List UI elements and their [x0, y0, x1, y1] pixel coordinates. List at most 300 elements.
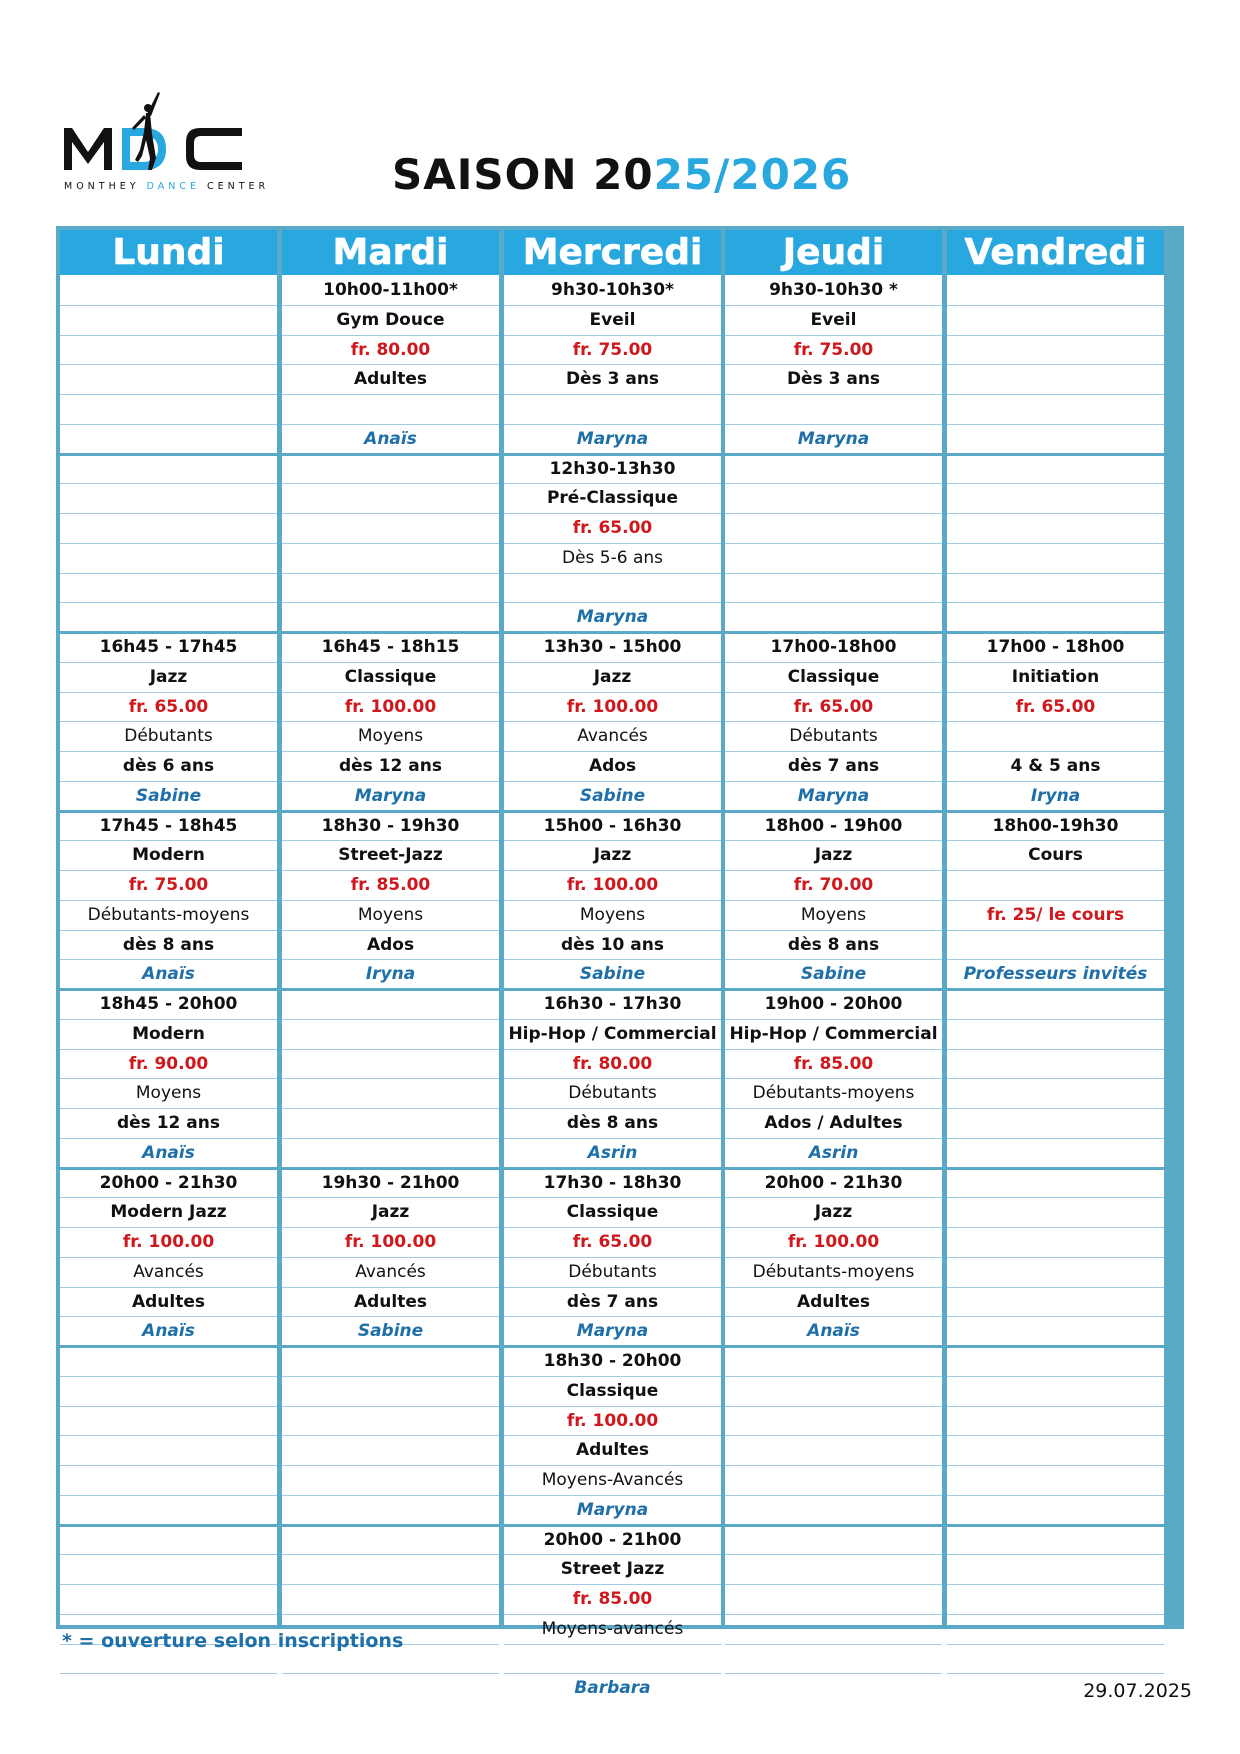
class-time: 17h00-18h00: [770, 637, 897, 657]
class-price: fr. 100.00: [566, 1410, 659, 1431]
footnote: * = ouverture selon inscriptions: [62, 1630, 404, 1652]
row-divider: [60, 692, 277, 693]
day-header: Mercredi: [504, 230, 721, 275]
title-black: SAISON 20: [392, 150, 654, 199]
class-teacher: Anaïs: [142, 1321, 195, 1342]
class-course: [60, 1555, 277, 1584]
slot-divider: [504, 1345, 721, 1348]
class-teacher: [60, 603, 277, 632]
row-divider: [725, 1435, 942, 1436]
row-divider: [947, 721, 1164, 722]
class-age: dès 12 ans: [116, 1113, 220, 1133]
class-time: [947, 455, 1164, 484]
class-time: [947, 990, 1164, 1019]
slot-divider: [282, 453, 499, 456]
class-time: 10h00-11h00*: [323, 280, 458, 300]
row-divider: [282, 751, 499, 752]
class-time: 13h30 - 15h00: [543, 637, 682, 657]
row-divider: [60, 394, 277, 395]
row-divider: [725, 662, 942, 663]
class-price: fr. 75.00: [128, 875, 209, 895]
class-teacher: Barbara: [574, 1678, 651, 1699]
class-price: fr. 65.00: [572, 518, 653, 538]
class-level: Dès 5-6 ans: [561, 547, 664, 568]
class-course: Hip-Hop / Commercial: [508, 1023, 717, 1044]
class-time: [282, 455, 499, 484]
class-teacher: [60, 1674, 277, 1703]
class-level: Moyens: [579, 904, 646, 925]
row-divider: [947, 424, 1164, 425]
class-level: Adultes: [353, 369, 428, 390]
class-price: [282, 1585, 499, 1614]
row-divider: [504, 483, 721, 484]
row-divider: [504, 1614, 721, 1615]
row-divider: [60, 1227, 277, 1228]
class-level: [725, 1615, 942, 1644]
class-price: fr. 65.00: [572, 1232, 653, 1252]
row-divider: [725, 1673, 942, 1674]
row-divider: [504, 543, 721, 544]
class-age: Ados / Adultes: [764, 1113, 903, 1133]
row-divider: [725, 1584, 942, 1585]
class-course: [282, 1020, 499, 1049]
row-divider: [282, 1138, 499, 1139]
class-course: [947, 484, 1164, 513]
row-divider: [504, 1138, 721, 1139]
class-time: [947, 1347, 1164, 1376]
class-course: Classique: [344, 666, 437, 687]
row-divider: [725, 840, 942, 841]
class-price: fr. 100.00: [566, 696, 659, 717]
row-divider: [947, 1614, 1164, 1615]
row-divider: [60, 900, 277, 901]
class-age: [282, 1466, 499, 1495]
row-divider: [947, 364, 1164, 365]
row-divider: [947, 305, 1164, 306]
row-divider: [282, 424, 499, 425]
class-course: [947, 1377, 1164, 1406]
class-level: [282, 544, 499, 573]
class-time: [60, 1347, 277, 1376]
class-teacher: Iryna: [1030, 785, 1081, 806]
class-age: dès 8 ans: [566, 1113, 659, 1133]
class-time: [947, 276, 1164, 305]
row-divider: [947, 781, 1164, 782]
row-divider: [504, 1584, 721, 1585]
row-divider: [504, 840, 721, 841]
row-divider: [60, 930, 277, 931]
row-divider: [282, 1584, 499, 1585]
slot-divider: [725, 988, 942, 991]
row-divider: [947, 900, 1164, 901]
class-age: [504, 574, 721, 603]
class-course: [282, 484, 499, 513]
class-course: Pré-Classique: [546, 488, 679, 509]
class-teacher: Sabine: [357, 1321, 424, 1342]
class-time: 17h45 - 18h45: [99, 815, 238, 836]
class-course: [947, 1020, 1164, 1049]
class-time: 18h00 - 19h00: [764, 815, 903, 836]
slot-divider: [725, 810, 942, 813]
class-price: [282, 1407, 499, 1436]
slot-divider: [60, 453, 277, 456]
row-divider: [282, 513, 499, 514]
class-teacher: Maryna: [354, 785, 427, 806]
row-divider: [947, 870, 1164, 871]
class-course: [60, 1377, 277, 1406]
class-teacher: Professeurs invités: [963, 964, 1148, 985]
slot-divider: [504, 988, 721, 991]
class-age: [947, 395, 1164, 424]
row-divider: [947, 1435, 1164, 1436]
row-divider: [60, 781, 277, 782]
row-divider: [725, 1406, 942, 1407]
class-level: [282, 1436, 499, 1465]
class-level: Débutants: [789, 726, 878, 747]
row-divider: [60, 1049, 277, 1050]
row-divider: [947, 543, 1164, 544]
row-divider: [60, 483, 277, 484]
class-time: 18h30 - 19h30: [321, 815, 460, 836]
class-time: [947, 1526, 1164, 1555]
class-age: [282, 1109, 499, 1138]
row-divider: [947, 930, 1164, 931]
slot-divider: [504, 453, 721, 456]
class-price: fr. 100.00: [122, 1232, 215, 1252]
class-price: fr. 100.00: [344, 1232, 437, 1252]
row-divider: [60, 1584, 277, 1585]
day-column-vendredi: [947, 230, 1164, 1625]
class-age: dès 8 ans: [787, 934, 880, 955]
day-header: Jeudi: [725, 230, 942, 275]
row-divider: [60, 1554, 277, 1555]
class-age: Ados: [366, 934, 415, 955]
slot-divider: [947, 988, 1164, 991]
class-teacher: [60, 1496, 277, 1525]
row-divider: [282, 543, 499, 544]
class-level: Débutants-moyens: [752, 1261, 915, 1282]
class-level: fr. 25/ le cours: [986, 904, 1125, 925]
slot-divider: [725, 1345, 942, 1348]
row-divider: [60, 870, 277, 871]
row-divider: [282, 1376, 499, 1377]
class-teacher: Maryna: [576, 1321, 649, 1342]
row-divider: [725, 513, 942, 514]
row-divider: [282, 840, 499, 841]
class-level: Adultes: [575, 1440, 650, 1461]
class-age: [725, 574, 942, 603]
slot-divider: [947, 1345, 1164, 1348]
row-divider: [725, 751, 942, 752]
row-divider: [947, 1138, 1164, 1139]
class-level: [947, 722, 1164, 751]
row-divider: [947, 1584, 1164, 1585]
row-divider: [282, 959, 499, 960]
row-divider: [282, 1108, 499, 1109]
class-level: Moyens: [135, 1083, 202, 1104]
slot-divider: [504, 1167, 721, 1170]
class-age: [947, 1109, 1164, 1138]
class-price: fr. 75.00: [572, 339, 653, 360]
class-teacher: Asrin: [587, 1142, 638, 1163]
row-divider: [725, 1049, 942, 1050]
row-divider: [504, 424, 721, 425]
class-level: Débutants: [568, 1261, 657, 1282]
row-divider: [947, 1287, 1164, 1288]
class-price: [60, 1585, 277, 1614]
class-level: [725, 544, 942, 573]
class-time: 17h30 - 18h30: [543, 1172, 682, 1193]
row-divider: [282, 1406, 499, 1407]
class-level: Débutants: [568, 1083, 657, 1104]
class-time: [60, 455, 277, 484]
class-time: [725, 455, 942, 484]
class-course: Initiation: [1011, 666, 1100, 687]
row-divider: [947, 959, 1164, 960]
class-age: [60, 1466, 277, 1495]
class-course: Eveil: [810, 309, 857, 330]
row-divider: [725, 543, 942, 544]
row-divider: [725, 602, 942, 603]
class-level: [60, 1436, 277, 1465]
row-divider: [725, 483, 942, 484]
class-course: Modern: [132, 845, 205, 866]
class-age: Adultes: [796, 1291, 871, 1312]
class-age: [60, 574, 277, 603]
class-teacher: [282, 1674, 499, 1703]
class-course: Jazz: [814, 845, 853, 866]
row-divider: [60, 1406, 277, 1407]
row-divider: [725, 305, 942, 306]
row-divider: [282, 930, 499, 931]
row-divider: [60, 364, 277, 365]
row-divider: [60, 1257, 277, 1258]
row-divider: [504, 335, 721, 336]
class-level: Moyens: [357, 904, 424, 925]
row-divider: [504, 573, 721, 574]
class-time: 16h30 - 17h30: [543, 994, 682, 1014]
slot-divider: [282, 1524, 499, 1527]
class-teacher: Sabine: [579, 785, 646, 806]
class-price: [947, 514, 1164, 543]
class-course: Jazz: [593, 666, 632, 687]
row-divider: [282, 394, 499, 395]
row-divider: [725, 1019, 942, 1020]
class-age: Adultes: [131, 1291, 206, 1312]
row-divider: [282, 1049, 499, 1050]
row-divider: [60, 424, 277, 425]
slot-divider: [725, 1167, 942, 1170]
row-divider: [60, 543, 277, 544]
row-divider: [60, 751, 277, 752]
row-divider: [725, 870, 942, 871]
row-divider: [282, 1316, 499, 1317]
row-divider: [60, 573, 277, 574]
slot-divider: [60, 988, 277, 991]
class-age: [60, 395, 277, 424]
slot-divider: [504, 631, 721, 634]
class-course: Jazz: [814, 1202, 853, 1223]
class-price: [947, 1407, 1164, 1436]
class-teacher: [60, 425, 277, 454]
row-divider: [282, 662, 499, 663]
class-level: [282, 1079, 499, 1108]
class-time: 20h00 - 21h00: [543, 1529, 682, 1550]
class-teacher: [725, 603, 942, 632]
class-course: Modern Jazz: [110, 1202, 227, 1223]
slot-divider: [947, 453, 1164, 456]
class-course: Classique: [566, 1380, 659, 1401]
class-level: Débutants-moyens: [752, 1083, 915, 1104]
row-divider: [504, 1078, 721, 1079]
class-age: [947, 1288, 1164, 1317]
row-divider: [504, 1019, 721, 1020]
class-teacher: Maryna: [576, 428, 649, 449]
row-divider: [504, 662, 721, 663]
class-price: [60, 1407, 277, 1436]
row-divider: [947, 1257, 1164, 1258]
slot-divider: [504, 1524, 721, 1527]
logo-sub-c: CENTER: [199, 181, 270, 192]
class-course: [947, 1198, 1164, 1227]
row-divider: [282, 1257, 499, 1258]
row-divider: [947, 1108, 1164, 1109]
class-course: Street Jazz: [560, 1559, 665, 1580]
slot-divider: [282, 988, 499, 991]
row-divider: [725, 1465, 942, 1466]
class-time: 17h00 - 18h00: [986, 637, 1125, 657]
class-teacher: Maryna: [576, 607, 649, 628]
row-divider: [504, 364, 721, 365]
slot-divider: [60, 1524, 277, 1527]
class-price: [947, 1050, 1164, 1079]
row-divider: [60, 1197, 277, 1198]
row-divider: [282, 1019, 499, 1020]
class-price: [947, 871, 1164, 900]
class-time: [60, 276, 277, 305]
row-divider: [282, 305, 499, 306]
day-column-jeudi: [725, 230, 942, 1625]
class-level: Avancés: [577, 726, 648, 747]
class-course: [725, 1555, 942, 1584]
row-divider: [60, 1019, 277, 1020]
slot-divider: [947, 1524, 1164, 1527]
class-time: 12h30-13h30: [549, 458, 676, 479]
row-divider: [725, 1376, 942, 1377]
class-time: 18h30 - 20h00: [543, 1351, 682, 1371]
row-divider: [60, 1673, 277, 1674]
class-teacher: Anaïs: [142, 964, 195, 985]
row-divider: [60, 1495, 277, 1496]
class-teacher: [725, 1674, 942, 1703]
class-age: 4 & 5 ans: [1010, 756, 1101, 776]
logo-graphic: [62, 88, 282, 206]
row-divider: [282, 1465, 499, 1466]
class-teacher: [282, 1139, 499, 1168]
row-divider: [725, 930, 942, 931]
class-time: 9h30-10h30 *: [769, 280, 898, 300]
class-time: [947, 1169, 1164, 1198]
class-level: Moyens-avancés: [541, 1618, 684, 1639]
row-divider: [282, 483, 499, 484]
class-time: 18h00-19h30: [992, 815, 1119, 836]
class-course: Gym Douce: [336, 309, 445, 330]
row-divider: [725, 1287, 942, 1288]
row-divider: [504, 1435, 721, 1436]
class-age: Moyens-Avancés: [541, 1470, 684, 1490]
day-column-mardi: [282, 230, 499, 1625]
row-divider: [725, 1078, 942, 1079]
row-divider: [947, 1316, 1164, 1317]
class-price: fr. 85.00: [793, 1053, 874, 1074]
class-age: [947, 574, 1164, 603]
row-divider: [725, 692, 942, 693]
class-age: dès 12 ans: [338, 756, 442, 776]
row-divider: [725, 364, 942, 365]
row-divider: [504, 305, 721, 306]
row-divider: [282, 602, 499, 603]
row-divider: [725, 1554, 942, 1555]
class-course: [947, 306, 1164, 335]
row-divider: [60, 721, 277, 722]
class-level: Moyens: [357, 726, 424, 747]
class-teacher: [947, 603, 1164, 632]
row-divider: [504, 1465, 721, 1466]
row-divider: [725, 959, 942, 960]
row-divider: [947, 394, 1164, 395]
row-divider: [504, 513, 721, 514]
row-divider: [282, 781, 499, 782]
row-divider: [947, 1495, 1164, 1496]
class-teacher: Anaïs: [364, 428, 417, 449]
slot-divider: [282, 631, 499, 634]
class-age: [282, 574, 499, 603]
class-price: fr. 100.00: [566, 875, 659, 895]
row-divider: [504, 1644, 721, 1645]
day-header: Lundi: [60, 230, 277, 275]
logo-sub-a: MONTHEY: [64, 181, 147, 192]
slot-divider: [725, 1524, 942, 1527]
slot-divider: [947, 631, 1164, 634]
day-column-lundi: [60, 230, 277, 1625]
row-divider: [282, 1227, 499, 1228]
row-divider: [725, 1316, 942, 1317]
day-header: Vendredi: [947, 230, 1164, 275]
row-divider: [504, 1257, 721, 1258]
class-teacher: Maryna: [797, 428, 870, 449]
class-teacher: [282, 603, 499, 632]
class-price: [282, 514, 499, 543]
row-divider: [947, 483, 1164, 484]
row-divider: [282, 573, 499, 574]
svg-text:MONTHEY DANCE CENTER: [64, 181, 269, 192]
class-age: [725, 395, 942, 424]
row-divider: [60, 1078, 277, 1079]
class-teacher: Maryna: [576, 1499, 649, 1520]
class-time: [60, 1526, 277, 1555]
class-time: [725, 1526, 942, 1555]
row-divider: [282, 1287, 499, 1288]
class-teacher: Sabine: [579, 964, 646, 985]
slot-divider: [282, 810, 499, 813]
class-course: Street-Jazz: [338, 845, 443, 866]
row-divider: [282, 692, 499, 693]
class-price: fr. 80.00: [572, 1053, 653, 1074]
row-divider: [504, 1554, 721, 1555]
row-divider: [282, 900, 499, 901]
title-blue: 25/2026: [653, 150, 852, 199]
row-divider: [282, 1495, 499, 1496]
